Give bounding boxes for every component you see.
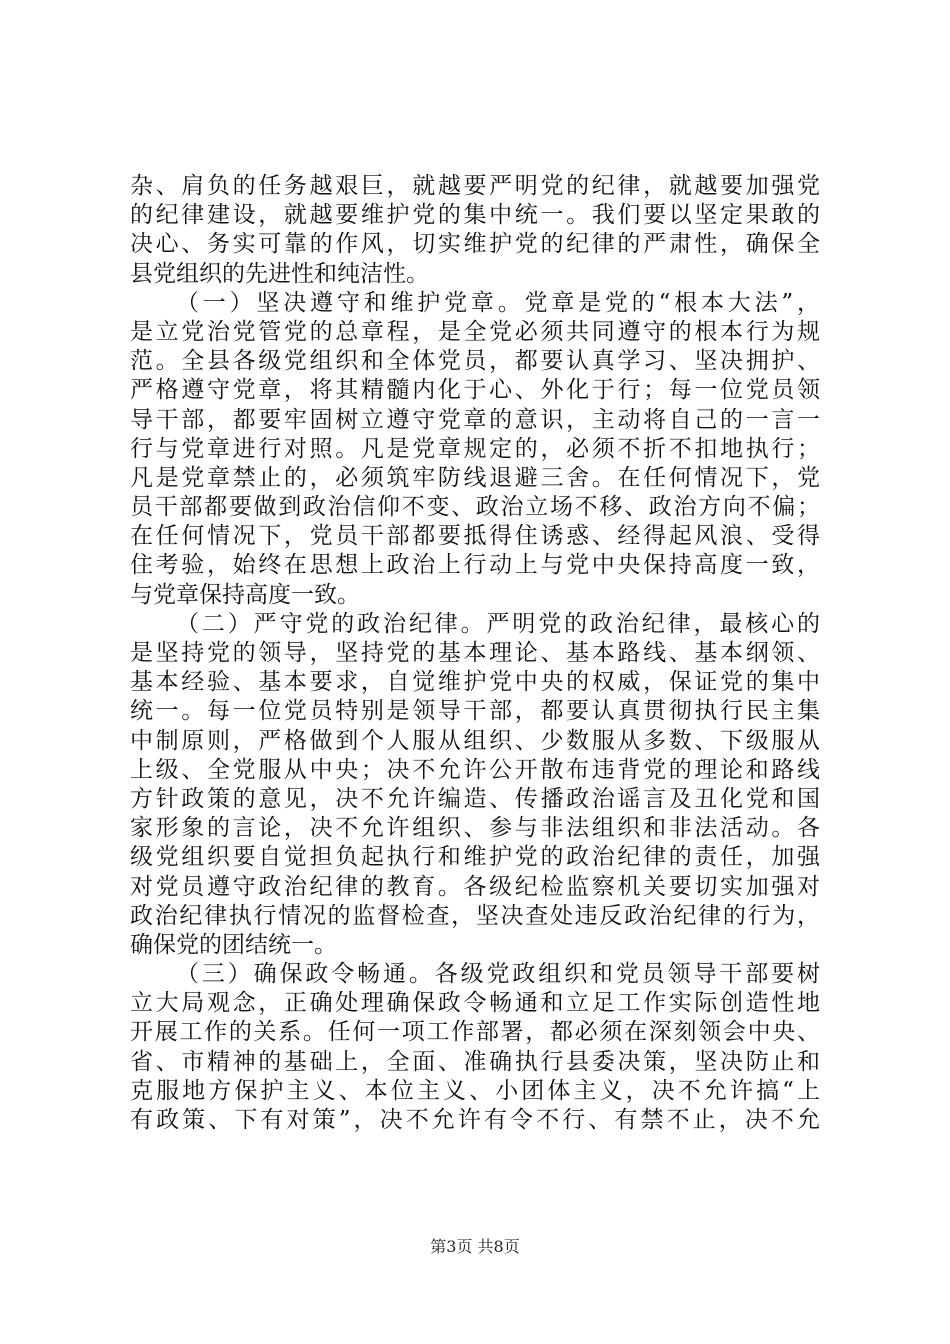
text-line: 级党组织要自觉担负起执行和维护党的政治纪律的责任，加强 [130, 844, 820, 871]
text-line: 基本经验、基本要求，自觉维护党中央的权威，保证党的集中 [130, 669, 820, 696]
text-line: 对党员遵守政治纪律的教育。各级纪检监察机关要切实加强对 [130, 873, 820, 900]
text-line: 范。全县各级党组织和全体党员，都要认真学习、坚决拥护、 [130, 348, 820, 375]
text-line: 县党组织的先进性和纯洁性。 [130, 260, 429, 287]
text-line: 上级、全党服从中央；决不允许公开散布违背党的理论和路线 [130, 756, 820, 783]
paragraph-first-line: （二）严守党的政治纪律。严明党的政治纪律，最核心的 [176, 610, 820, 637]
text-line: 与党章保持高度一致。 [130, 581, 360, 608]
text-line: 员干部都要做到政治信仰不变、政治立场不移、政治方向不偏； [130, 494, 820, 521]
text-line: 省、市精神的基础上，全面、准确执行县委决策，坚决防止和 [130, 1048, 820, 1075]
text-line: 是立党治党管党的总章程，是全党必须共同遵守的根本行为规 [130, 318, 820, 345]
text-line: 在任何情况下，党员干部都要抵得住诱惑、经得起风浪、受得 [130, 523, 820, 550]
text-line: 家形象的言论，决不允许组织、参与非法组织和非法活动。各 [130, 815, 820, 842]
text-line: 凡是党章禁止的，必须筑牢防线退避三舍。在任何情况下，党 [130, 464, 820, 491]
text-line: 克服地方保护主义、本位主义、小团体主义，决不允许搞“上 [130, 1077, 820, 1104]
text-line: 有政策、下有对策”，决不允许有令不行、有禁不止，决不允 [130, 1107, 820, 1133]
text-line: 决心、务实可靠的作风，切实维护党的纪律的严肃性，确保全 [130, 231, 820, 258]
text-line: 确保党的团结统一。 [130, 931, 337, 958]
text-line: 政治纪律执行情况的监督检查，坚决查处违反政治纪律的行为， [130, 902, 820, 929]
page-footer: 第3页 共8页 [430, 1237, 520, 1256]
text-line: 住考验，始终在思想上政治上行动上与党中央保持高度一致， [130, 552, 820, 579]
text-line: 统一。每一位党员特别是领导干部，都要认真贯彻执行民主集 [130, 698, 820, 725]
text-line: 杂、肩负的任务越艰巨，就越要严明党的纪律，就越要加强党 [130, 173, 820, 199]
text-line: 行与党章进行对照。凡是党章规定的，必须不折不扣地执行； [130, 435, 820, 462]
document-body [130, 172, 820, 1135]
text-line: 严格遵守党章，将其精髓内化于心、外化于行；每一位党员领 [130, 377, 820, 404]
paragraph-first-line: （三）确保政令畅通。各级党政组织和党员领导干部要树 [176, 961, 820, 988]
text-line: 中制原则，严格做到个人服从组织、少数服从多数、下级服从 [130, 727, 820, 754]
text-line: 导干部，都要牢固树立遵守党章的意识，主动将自己的一言一 [130, 406, 820, 433]
text-line: 是坚持党的领导，坚持党的基本理论、基本路线、基本纲领、 [130, 640, 820, 666]
text-line: 方针政策的意见，决不允许编造、传播政治谣言及丑化党和国 [130, 785, 820, 812]
text-line: 开展工作的关系。任何一项工作部署，都必须在深刻领会中央、 [130, 1019, 820, 1046]
text-line: 的纪律建设，就越要维护党的集中统一。我们要以坚定果敢的 [130, 202, 820, 229]
text-line: 立大局观念，正确处理确保政令畅通和立足工作实际创造性地 [130, 990, 820, 1017]
paragraph-first-line: （一）坚决遵守和维护党章。党章是党的“根本大法”， [176, 289, 820, 316]
